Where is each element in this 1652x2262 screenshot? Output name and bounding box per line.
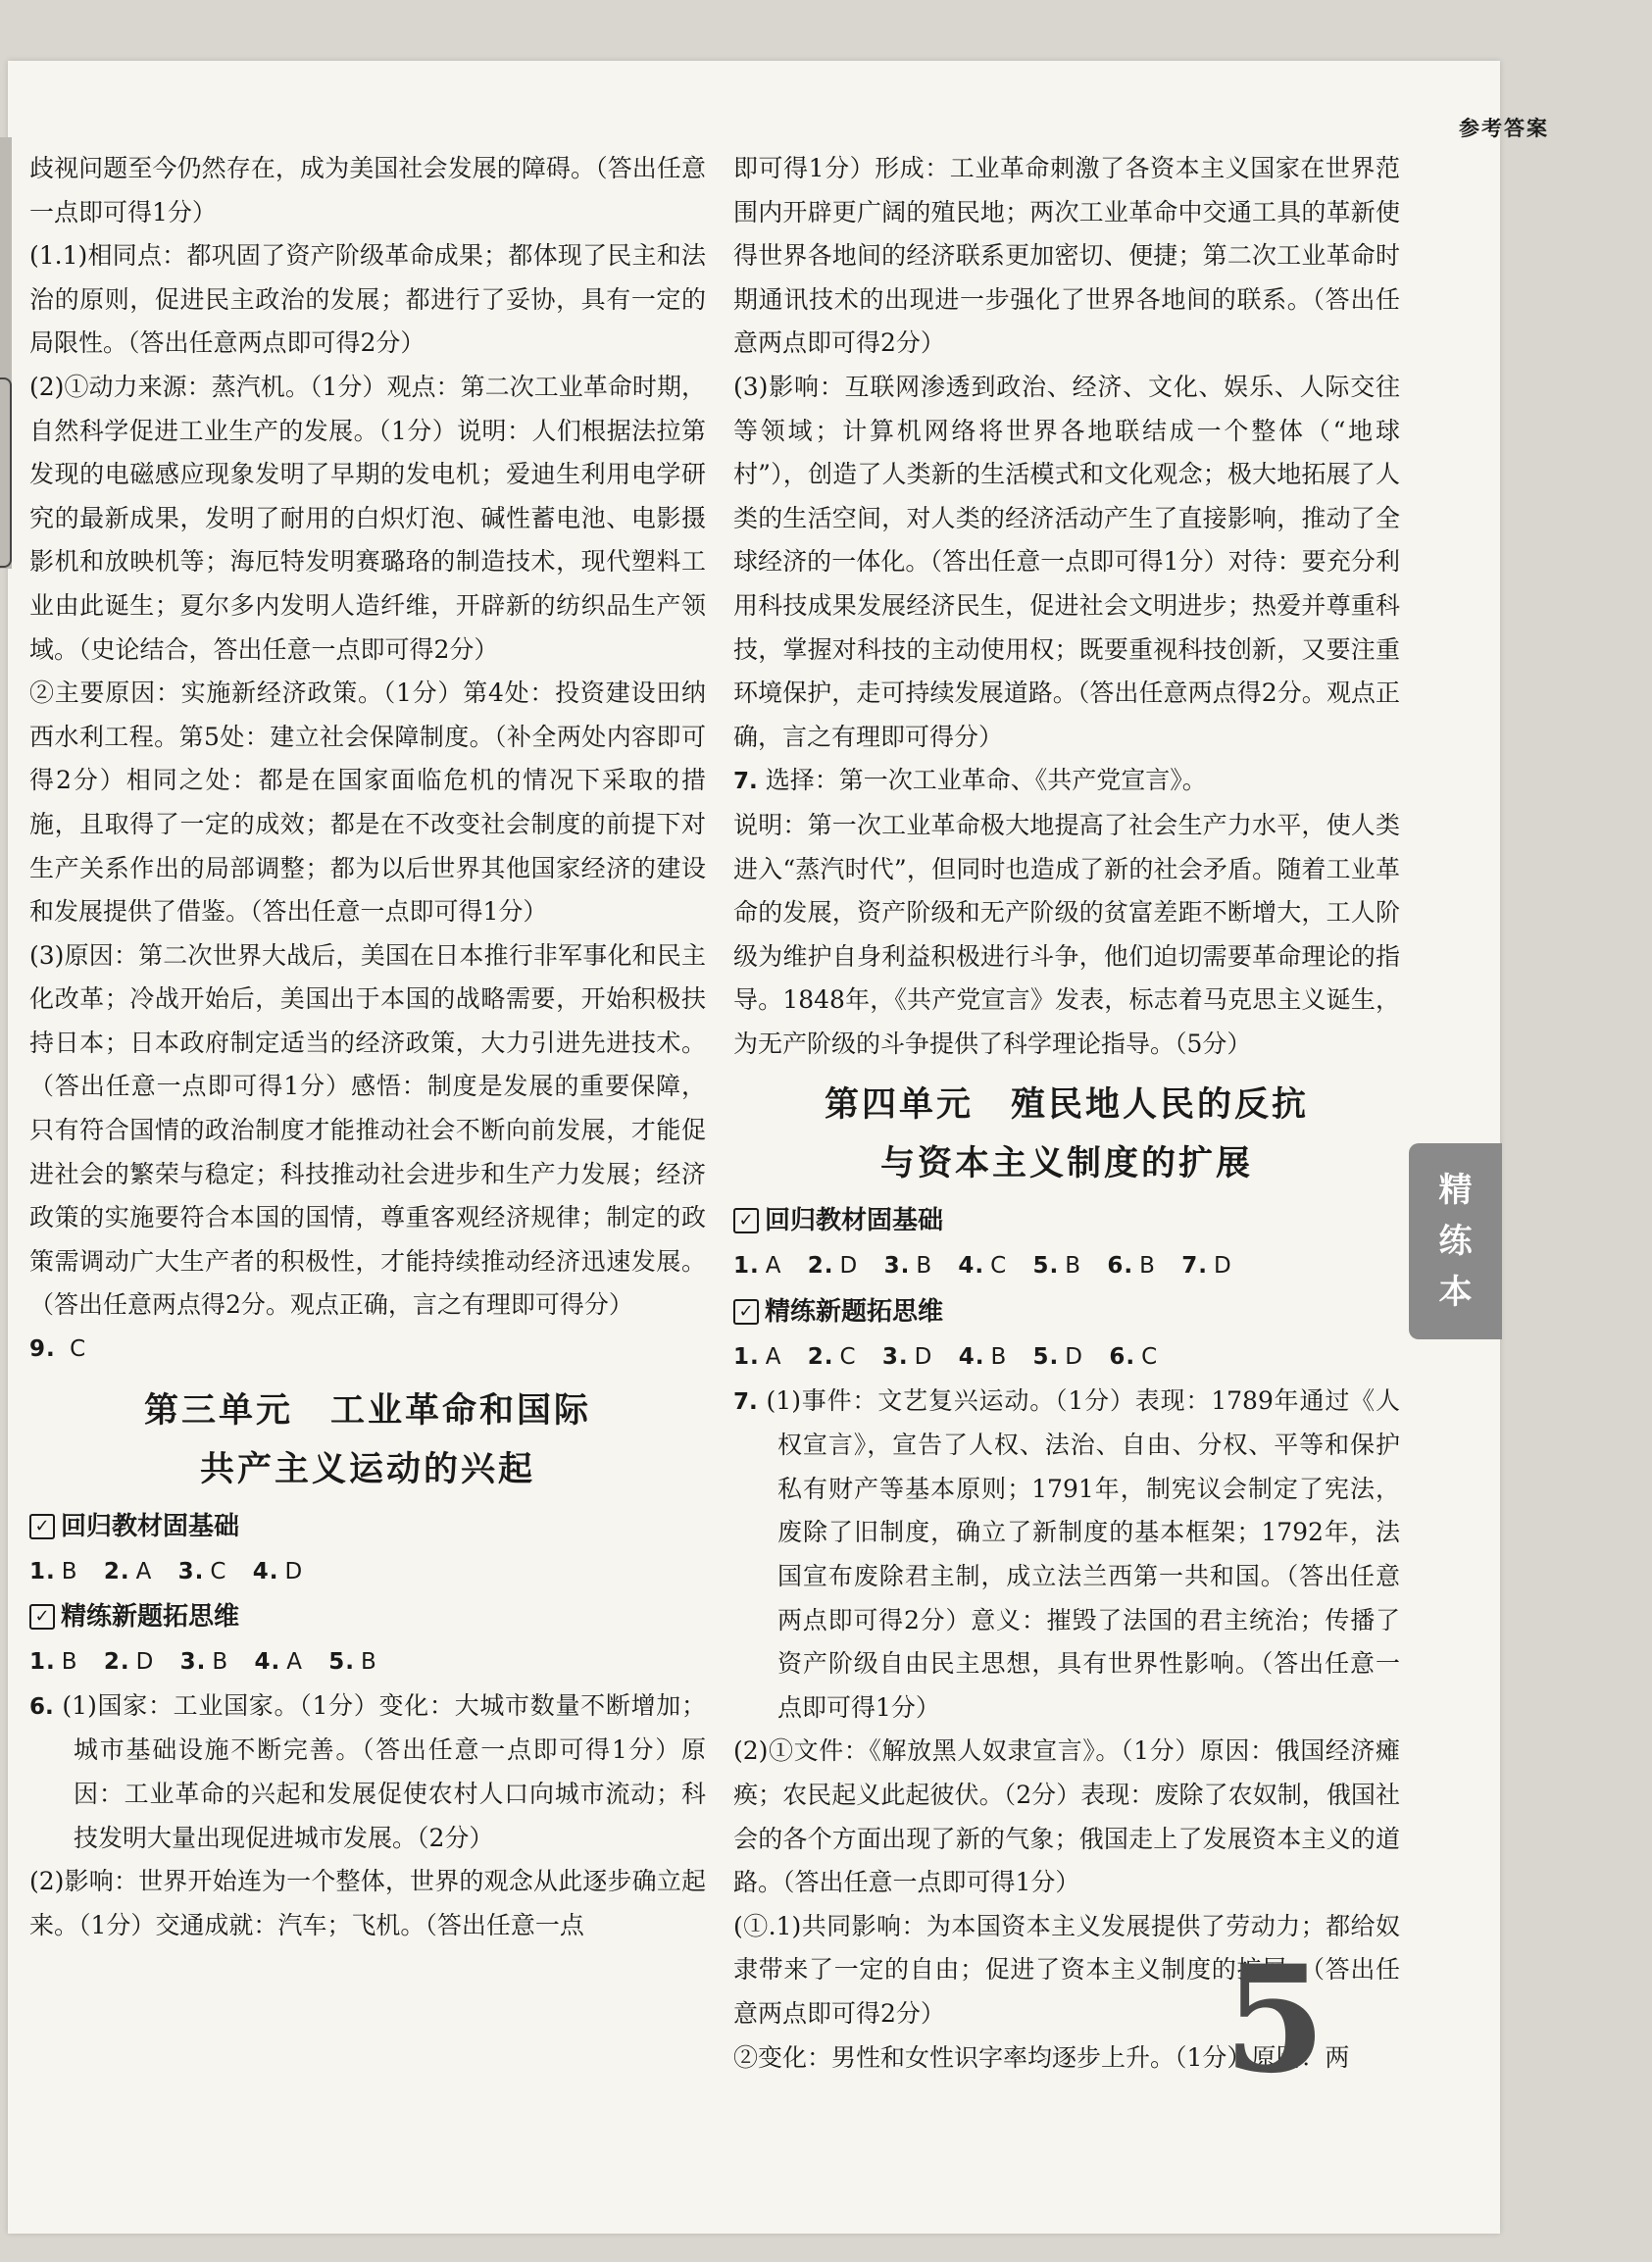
- question-number: 6.: [1109, 1344, 1136, 1371]
- question-number: 5.: [1032, 1253, 1060, 1280]
- answer-value: C: [990, 1253, 1008, 1280]
- unit-title-line: 第四单元 殖民地人民的反抗: [824, 1085, 1309, 1126]
- unit-title-line: 共产主义运动的兴起: [199, 1449, 535, 1489]
- answer-value: D: [1213, 1253, 1232, 1280]
- question-number: 3.: [177, 1558, 205, 1584]
- checkbox-icon: ✓: [29, 1514, 55, 1539]
- question-text: (1)事件：文艺复兴运动。（1分）表现：1789年通过《人权宣言》，宣告了人权、法治、自由、分权、平等和保护私有财产等基本原则；1791年，制宪议会制定了宪法，废除了旧制度，确立了新制度的基本框架；1792年，法国宣布废除君主制，成立法兰西第一共和国。（答出任意两点即可得2分）意义：摧毁了法国的君主统治；传播了资产阶级自由民主思想，具有世界性影响。（答出任意一点即可得1分）: [766, 1385, 1401, 1722]
- question-number: 2.: [103, 1649, 130, 1676]
- checkbox-icon: ✓: [733, 1208, 759, 1233]
- answer-row: [29, 1550, 706, 1594]
- section-heading: [29, 1503, 706, 1550]
- side-tab-char: 精: [1438, 1171, 1473, 1210]
- answer-value: B: [212, 1649, 229, 1676]
- question-number: 7.: [733, 1388, 758, 1415]
- paragraph: (3)原因：第二次世界大战后，美国在日本推行非军事化和民主化改革；冷战开始后，美国出于本国的战略需要，开始积极扶持日本；日本政府制定适当的经济政策，大力引进先进技术。（答出任意一点即可得1分）感悟：制度是发展的重要保障，只有符合国情的政治制度才能推动社会不断向前发展，才能促进社会的繁荣与稳定；科技推动社会进步和生产力发展；经济政策的实施要符合本国的国情，尊重客观经济规律；制定的政策需调动广大生产者的积极性，才能持续推动经济迅速发展。（答出任意两点得2分。观点正确，言之有理即可得分）: [29, 940, 706, 1320]
- answer-value: D: [135, 1649, 155, 1676]
- question-7: [733, 759, 1400, 804]
- question-text: (1)国家：工业国家。（1分）变化：大城市数量不断增加；城市基础设施不断完善。（答出任意一点即可得1分）原因：工业革命的兴起和发展促使农村人口向城市流动；科技发明大量出现促进城市发展。（2分）: [62, 1690, 707, 1852]
- section-heading-label: 回归教材固基础: [61, 1511, 240, 1541]
- section-heading: [733, 1288, 1400, 1335]
- section-heading: [733, 1197, 1400, 1244]
- section-heading-label: 精练新题拓思维: [765, 1297, 944, 1328]
- question-number: 3.: [881, 1344, 909, 1371]
- question-number: 6.: [1107, 1253, 1134, 1280]
- question-6: [29, 1684, 706, 1860]
- paragraph: (2)影响：世界开始连为一个整体，世界的观念从此逐步确立起来。（1分）交通成就：汽车；飞机。（答出任意一点: [29, 1867, 706, 1939]
- question-number: 7.: [733, 769, 758, 795]
- paragraph: 歧视问题至今仍然存在，成为美国社会发展的障碍。（答出任意一点即可得1分）: [29, 154, 706, 226]
- question-number: 2.: [103, 1558, 130, 1584]
- unit-4-title: [733, 1076, 1400, 1193]
- question-number: 3.: [883, 1253, 911, 1280]
- question-number: 1.: [29, 1558, 56, 1584]
- checkbox-icon: ✓: [29, 1604, 55, 1630]
- right-column: [733, 147, 1400, 2080]
- left-margin-bracket: [0, 377, 12, 568]
- answer-value: A: [765, 1344, 782, 1371]
- question-7b: [733, 1380, 1400, 1731]
- answer-value: B: [990, 1344, 1008, 1371]
- answer-value: A: [135, 1558, 153, 1584]
- side-tab: [1409, 1143, 1502, 1339]
- header-label: 参考答案: [1459, 116, 1549, 140]
- question-number: 4.: [252, 1558, 279, 1584]
- paragraph: (①.1)共同影响：为本国资本主义发展提供了劳动力；都给奴隶带来了一定的自由；促进了资本主义制度的扩展。（答出任意两点即可得2分）: [733, 1911, 1400, 2028]
- answer-value: B: [1139, 1253, 1156, 1280]
- paragraph: (3)影响：互联网渗透到政治、经济、文化、娱乐、人际交往等领域；计算机网络将世界各地联结成一个整体（“地球村”），创造了人类新的生活模式和文化观念；极大地拓展了人类的生活空间，对人类的经济活动产生了直接影响，推动了全球经济的一体化。（答出任意一点即可得1分）对待：要充分利用科技成果发展经济民生，促进社会文明进步；热爱并尊重科技，掌握对科技的主动使用权；既要重视科技创新，又要注重环境保护，走可持续发展道路。（答出任意两点得2分。观点正确，言之有理即可得分）: [733, 372, 1400, 751]
- answer-value: D: [839, 1253, 859, 1280]
- question-number: 9.: [29, 1336, 56, 1363]
- answer-value: B: [61, 1558, 78, 1584]
- unit-title-line: 第三单元 工业革命和国际: [143, 1390, 591, 1431]
- question-number: 4.: [958, 1344, 985, 1371]
- answer-value: A: [286, 1649, 303, 1676]
- answer-value: B: [61, 1649, 78, 1676]
- section-heading-label: 回归教材固基础: [765, 1206, 944, 1236]
- answer-value: A: [765, 1253, 782, 1280]
- paragraph: (2)①动力来源：蒸汽机。（1分）观点：第二次工业革命时期，自然科学促进工业生产的发展。（1分）说明：人们根据法拉第发现的电磁感应现象发明了早期的发电机；爱迪生利用电学研究的最新成果，发明了耐用的白炽灯泡、碱性蓄电池、电影摄影机和放映机等；海厄特发明赛璐珞的制造技术，现代塑料工业由此诞生；夏尔多内发明人造纤维，开辟新的纺织品生产领域。（史论结合，答出任意一点即可得2分）: [29, 372, 706, 664]
- unit-3-title: [29, 1382, 706, 1499]
- answer-row: [733, 1244, 1400, 1288]
- question-number: 1.: [733, 1344, 760, 1371]
- question-number: 6.: [29, 1693, 54, 1720]
- question-number: 2.: [807, 1253, 834, 1280]
- answer-value: C: [839, 1344, 857, 1371]
- question-number: 5.: [1032, 1344, 1060, 1371]
- unit-title-line: 与资本主义制度的扩展: [879, 1144, 1253, 1184]
- answer-value: B: [1065, 1253, 1082, 1280]
- section-heading: [29, 1593, 706, 1640]
- paragraph: 即可得1分）形成：工业革命刺激了各资本主义国家在世界范围内开辟更广阔的殖民地；两次工业革命中交通工具的革新使得世界各地间的经济联系更加密切、便捷；第二次工业革命时期通讯技术的出现进一步强化了世界各地间的联系。（答出任意两点即可得2分）: [733, 154, 1400, 358]
- answer-row: [29, 1640, 706, 1684]
- question-number: 1.: [29, 1649, 56, 1676]
- question-number: 2.: [807, 1344, 834, 1371]
- left-column: [29, 147, 706, 1947]
- answer-value: B: [916, 1253, 933, 1280]
- question-text: 选择：第一次工业革命、《共产党宣言》。: [765, 766, 1207, 795]
- answer-row: [733, 1335, 1400, 1380]
- answer-value: D: [284, 1558, 304, 1584]
- question-number: 4.: [254, 1649, 281, 1676]
- answer-value: C: [1141, 1344, 1159, 1371]
- section-heading-label: 精练新题拓思维: [61, 1602, 240, 1633]
- answer-value: C: [70, 1336, 87, 1363]
- question-9: [29, 1328, 706, 1372]
- answer-value: D: [1065, 1344, 1084, 1371]
- paragraph: (2)①文件：《解放黑人奴隶宣言》。（1分）原因：俄国经济瘫痪；农民起义此起彼伏。（2分）表现：废除了农奴制，俄国社会的各个方面出现了新的气象；俄国走上了发展资本主义的道路。（答出任意一点即可得1分）: [733, 1736, 1400, 1897]
- paragraph: ②主要原因：实施新经济政策。（1分）第4处：投资建设田纳西水利工程。第5处：建立社会保障制度。（补全两处内容即可得2分）相同之处：都是在国家面临危机的情况下采取的措施，且取得了一定的成效；都是在不改变社会制度的前提下对生产关系作出的局部调整；都为以后世界其他国家经济的建设和发展提供了借鉴。（答出任意一点即可得1分）: [29, 679, 706, 927]
- question-number: 5.: [328, 1649, 356, 1676]
- answer-value: D: [914, 1344, 933, 1371]
- question-number: 7.: [1181, 1253, 1208, 1280]
- answer-value: C: [210, 1558, 227, 1584]
- paragraph: (1.1)相同点：都巩固了资产阶级革命成果；都体现了民主和法治的原则，促进民主政治的发展；都进行了妥协，具有一定的局限性。（答出任意两点即可得2分）: [29, 241, 706, 358]
- question-number: 1.: [733, 1253, 760, 1280]
- page-number: 5: [1224, 1934, 1327, 2106]
- question-number: 4.: [958, 1253, 985, 1280]
- question-number: 3.: [179, 1649, 207, 1676]
- checkbox-icon: ✓: [733, 1299, 759, 1325]
- side-tab-char: 本: [1438, 1273, 1473, 1312]
- paragraph: 说明：第一次工业革命极大地提高了社会生产力水平，使人类进入“蒸汽时代”，但同时也造成了新的社会矛盾。随着工业革命的发展，资产阶级和无产阶级的贫富差距不断增大，工人阶级为维护自身利益积极进行斗争，他们迫切需要革命理论的指导。1848年，《共产党宣言》发表，标志着马克思主义诞生，为无产阶级的斗争提供了科学理论指导。（5分）: [733, 810, 1400, 1058]
- side-tab-char: 练: [1438, 1222, 1473, 1261]
- answer-value: B: [361, 1649, 377, 1676]
- paragraph: ②变化：男性和女性识字率均逐步上升。（1分）原因：两: [733, 2042, 1350, 2072]
